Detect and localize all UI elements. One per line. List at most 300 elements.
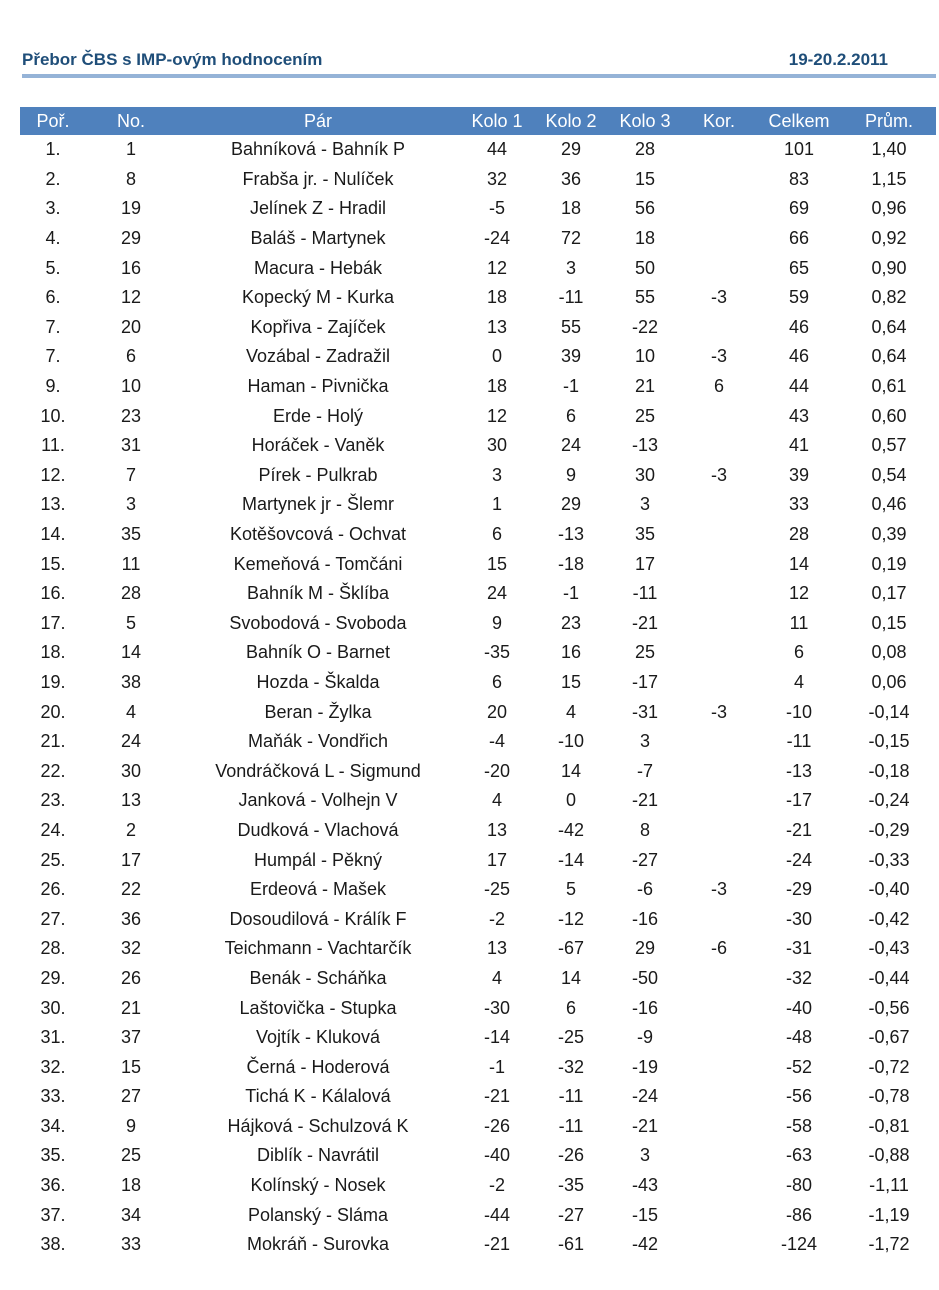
cell-average: 0,64 [871, 346, 907, 367]
cell-round-3: 50 [634, 257, 656, 278]
cell-round-2: 36 [560, 168, 582, 189]
cell-total: 43 [788, 405, 810, 426]
cell-round-2: 14 [560, 967, 582, 988]
cell-round-2: -67 [557, 938, 584, 959]
table-row [20, 1112, 936, 1142]
cell-round-3: 25 [634, 642, 656, 663]
cell-average: -1,19 [868, 1204, 910, 1225]
cell-average: -0,67 [868, 1027, 910, 1048]
cell-average: 1,15 [871, 168, 907, 189]
cell-round-2: -61 [557, 1234, 584, 1255]
cell-total: -21 [785, 819, 812, 840]
cell-average: 0,46 [871, 494, 907, 515]
cell-average: 0,96 [871, 198, 907, 219]
cell-number: 26 [120, 967, 142, 988]
cell-average: -0,72 [868, 1056, 910, 1077]
cell-rank: 7. [45, 346, 61, 367]
header-underline [22, 74, 936, 78]
column-header-round-2: Kolo 2 [534, 107, 608, 135]
cell-round-3: -21 [631, 612, 658, 633]
cell-pair: Kolínský - Nosek [250, 1175, 386, 1196]
cell-number: 8 [125, 168, 136, 189]
cell-round-2: 3 [565, 257, 576, 278]
cell-round-3: 56 [634, 198, 656, 219]
cell-number: 38 [120, 671, 142, 692]
cell-round-3: -21 [631, 1115, 658, 1136]
table-row [20, 253, 936, 283]
cell-round-1: 24 [486, 583, 508, 604]
cell-round-2: 15 [560, 671, 582, 692]
cell-round-1: 12 [486, 257, 508, 278]
cell-average: 0,60 [871, 405, 907, 426]
cell-round-2: -1 [562, 376, 579, 397]
cell-number: 14 [120, 642, 142, 663]
cell-average: 0,61 [871, 376, 907, 397]
cell-round-2: 4 [565, 701, 576, 722]
cell-number: 22 [120, 879, 142, 900]
cell-total: 46 [788, 346, 810, 367]
table-row [20, 816, 936, 846]
cell-average: -0,56 [868, 997, 910, 1018]
cell-round-2: -1 [562, 583, 579, 604]
results-table [20, 107, 936, 1260]
cell-average: 1,40 [871, 139, 907, 160]
table-row [20, 668, 936, 698]
cell-correction: -3 [710, 701, 727, 722]
cell-pair: Humpál - Pěkný [253, 849, 383, 870]
cell-rank: 32. [40, 1056, 66, 1077]
cell-correction [682, 1052, 756, 1082]
cell-pair: Janková - Volhejn V [238, 790, 398, 811]
cell-correction [682, 490, 756, 520]
cell-round-2: 29 [560, 139, 582, 160]
table-header-row [20, 107, 936, 135]
cell-correction [682, 964, 756, 994]
cell-round-2: -18 [557, 553, 584, 574]
table-row [20, 1200, 936, 1230]
cell-round-1: 18 [486, 287, 508, 308]
table-row [20, 431, 936, 461]
cell-round-3: -50 [631, 967, 658, 988]
cell-pair: Diblík - Navrátil [256, 1145, 380, 1166]
cell-round-2: -32 [557, 1056, 584, 1077]
cell-round-1: 20 [486, 701, 508, 722]
cell-number: 17 [120, 849, 142, 870]
cell-round-1: 15 [486, 553, 508, 574]
cell-correction [682, 727, 756, 757]
cell-total: -80 [785, 1175, 812, 1196]
cell-total: -63 [785, 1145, 812, 1166]
cell-pair: Erdeová - Mašek [249, 879, 387, 900]
cell-round-3: -16 [631, 908, 658, 929]
cell-rank: 15. [40, 553, 66, 574]
cell-correction [682, 1141, 756, 1171]
table-row [20, 283, 936, 313]
cell-round-3: -21 [631, 790, 658, 811]
cell-round-3: 10 [634, 346, 656, 367]
cell-pair: Vozábal - Zadražil [245, 346, 391, 367]
cell-round-3: -6 [636, 879, 653, 900]
cell-round-3: -19 [631, 1056, 658, 1077]
cell-round-3: 29 [634, 938, 656, 959]
cell-total: -86 [785, 1204, 812, 1225]
cell-number: 24 [120, 731, 142, 752]
cell-total: -48 [785, 1027, 812, 1048]
cell-pair: Kopecký M - Kurka [241, 287, 395, 308]
cell-correction [682, 609, 756, 639]
table-row [20, 1082, 936, 1112]
cell-correction [682, 993, 756, 1023]
table-row [20, 756, 936, 786]
cell-pair: Svobodová - Svoboda [229, 612, 407, 633]
cell-rank: 4. [45, 228, 61, 249]
cell-round-2: -27 [557, 1204, 584, 1225]
cell-average: 0,08 [871, 642, 907, 663]
cell-round-3: -9 [636, 1027, 653, 1048]
cell-rank: 38. [40, 1234, 66, 1255]
cell-number: 3 [125, 494, 136, 515]
cell-correction [682, 1200, 756, 1230]
table-row [20, 342, 936, 372]
cell-average: -1,11 [869, 1175, 909, 1196]
cell-correction [682, 816, 756, 846]
cell-round-1: -30 [483, 997, 510, 1018]
cell-average: 0,15 [871, 612, 907, 633]
cell-rank: 13. [40, 494, 66, 515]
cell-rank: 3. [45, 198, 61, 219]
cell-pair: Kemeňová - Tomčáni [233, 553, 403, 574]
cell-number: 15 [120, 1056, 142, 1077]
cell-correction [682, 1023, 756, 1053]
table-row [20, 638, 936, 668]
cell-average: 0,82 [871, 287, 907, 308]
cell-round-1: 13 [486, 938, 508, 959]
cell-total: -11 [786, 731, 812, 752]
cell-correction [682, 904, 756, 934]
cell-correction [682, 165, 756, 195]
cell-round-1: 3 [491, 464, 502, 485]
cell-number: 18 [120, 1175, 142, 1196]
cell-round-1: -14 [483, 1027, 510, 1048]
cell-round-2: 24 [560, 435, 582, 456]
cell-correction [682, 1230, 756, 1260]
cell-round-3: -42 [631, 1234, 658, 1255]
table-row [20, 165, 936, 195]
cell-pair: Vondráčková L - Sigmund [215, 760, 421, 781]
cell-round-2: 18 [560, 198, 582, 219]
cell-rank: 27. [40, 908, 66, 929]
cell-round-3: 25 [634, 405, 656, 426]
cell-pair: Hájková - Schulzová K [227, 1115, 409, 1136]
cell-round-2: 72 [560, 228, 582, 249]
cell-total: 44 [788, 376, 810, 397]
cell-number: 10 [120, 376, 142, 397]
cell-total: -31 [785, 938, 812, 959]
cell-correction [682, 1082, 756, 1112]
cell-round-1: 30 [486, 435, 508, 456]
cell-total: 59 [788, 287, 810, 308]
cell-rank: 5. [45, 257, 61, 278]
cell-rank: 34. [40, 1115, 66, 1136]
cell-pair: Maňák - Vondřich [247, 731, 389, 752]
cell-round-1: -5 [488, 198, 505, 219]
cell-average: -0,44 [868, 967, 910, 988]
cell-number: 20 [120, 316, 142, 337]
cell-rank: 18. [40, 642, 66, 663]
column-header-round-3: Kolo 3 [608, 107, 682, 135]
cell-round-2: 5 [565, 879, 576, 900]
cell-pair: Haman - Pivnička [247, 376, 389, 397]
cell-round-2: -26 [557, 1145, 584, 1166]
cell-round-2: 0 [565, 790, 576, 811]
cell-rank: 31. [40, 1027, 66, 1048]
cell-round-3: -15 [631, 1204, 658, 1225]
cell-total: -124 [780, 1234, 818, 1255]
cell-round-2: -11 [558, 287, 584, 308]
table-row [20, 224, 936, 254]
cell-rank: 20. [40, 701, 66, 722]
cell-correction: -3 [710, 346, 727, 367]
cell-pair: Polanský - Sláma [247, 1204, 389, 1225]
cell-average: -0,18 [868, 760, 910, 781]
cell-pair: Beran - Žylka [264, 701, 372, 722]
cell-total: -32 [785, 967, 812, 988]
cell-round-1: 6 [491, 671, 502, 692]
cell-rank: 33. [40, 1086, 66, 1107]
cell-round-2: -12 [557, 908, 584, 929]
cell-number: 37 [120, 1027, 142, 1048]
cell-pair: Kotěšovcová - Ochvat [229, 524, 407, 545]
cell-total: -40 [785, 997, 812, 1018]
cell-average: 0,57 [871, 435, 907, 456]
cell-number: 19 [120, 198, 142, 219]
cell-correction [682, 638, 756, 668]
cell-round-3: -22 [631, 316, 658, 337]
cell-rank: 29. [40, 967, 66, 988]
cell-round-1: -21 [483, 1234, 510, 1255]
table-row [20, 135, 936, 165]
cell-pair: Bahníková - Bahník P [230, 139, 406, 160]
cell-round-3: 3 [639, 731, 650, 752]
cell-number: 28 [120, 583, 142, 604]
cell-pair: Mokráň - Surovka [246, 1234, 390, 1255]
cell-rank: 25. [40, 849, 66, 870]
table-row [20, 727, 936, 757]
cell-average: -0,29 [868, 819, 910, 840]
table-row [20, 1230, 936, 1260]
column-header-correction: Kor. [682, 107, 756, 135]
cell-pair: Dudková - Vlachová [237, 819, 399, 840]
cell-correction [682, 1171, 756, 1201]
cell-round-2: -11 [558, 1115, 584, 1136]
cell-average: -0,78 [868, 1086, 910, 1107]
cell-pair: Kopřiva - Zajíček [250, 316, 386, 337]
cell-number: 29 [120, 228, 142, 249]
cell-rank: 35. [40, 1145, 66, 1166]
cell-pair: Bahník O - Barnet [245, 642, 391, 663]
cell-round-2: -25 [557, 1027, 584, 1048]
cell-round-2: 16 [560, 642, 582, 663]
cell-round-1: -2 [488, 908, 505, 929]
cell-correction [682, 224, 756, 254]
table-row [20, 904, 936, 934]
cell-correction [682, 253, 756, 283]
cell-rank: 9. [45, 376, 61, 397]
table-row [20, 1141, 936, 1171]
cell-round-1: 0 [491, 346, 502, 367]
cell-rank: 23. [40, 790, 66, 811]
cell-rank: 24. [40, 819, 66, 840]
cell-pair: Černá - Hoderová [246, 1056, 390, 1077]
cell-rank: 1. [45, 139, 61, 160]
cell-total: 39 [788, 464, 810, 485]
cell-number: 16 [120, 257, 142, 278]
cell-round-1: 4 [491, 790, 502, 811]
cell-round-1: -2 [488, 1175, 505, 1196]
cell-round-3: -43 [631, 1175, 658, 1196]
cell-round-1: -44 [483, 1204, 510, 1225]
cell-round-2: 6 [565, 405, 576, 426]
cell-rank: 37. [40, 1204, 66, 1225]
table-row [20, 697, 936, 727]
cell-round-1: -40 [483, 1145, 510, 1166]
cell-round-1: 12 [486, 405, 508, 426]
cell-number: 5 [125, 612, 136, 633]
cell-pair: Dosoudilová - Králík F [229, 908, 407, 929]
document-date: 19-20.2.2011 [788, 50, 888, 69]
cell-round-1: -25 [483, 879, 510, 900]
cell-round-3: -16 [631, 997, 658, 1018]
cell-total: 83 [788, 168, 810, 189]
cell-average: -1,72 [868, 1234, 910, 1255]
cell-number: 12 [120, 287, 142, 308]
cell-round-3: -31 [631, 701, 658, 722]
cell-correction [682, 756, 756, 786]
cell-round-3: 30 [634, 464, 656, 485]
cell-pair: Bahník M - Šklíba [246, 583, 390, 604]
cell-average: 0,06 [871, 671, 907, 692]
cell-number: 25 [120, 1145, 142, 1166]
cell-rank: 16. [40, 583, 66, 604]
cell-average: 0,17 [871, 583, 907, 604]
cell-rank: 28. [40, 938, 66, 959]
table-row [20, 964, 936, 994]
cell-total: -56 [785, 1086, 812, 1107]
cell-correction: 6 [713, 376, 724, 397]
cell-number: 4 [125, 701, 136, 722]
cell-round-2: -14 [557, 849, 584, 870]
cell-round-3: -27 [631, 849, 658, 870]
cell-rank: 30. [40, 997, 66, 1018]
cell-round-1: 1 [491, 494, 502, 515]
cell-average: -0,43 [868, 938, 910, 959]
cell-correction [682, 520, 756, 550]
cell-average: -0,14 [868, 701, 910, 722]
table-body [20, 135, 936, 1260]
cell-pair: Benák - Scháňka [249, 967, 387, 988]
cell-round-3: 28 [634, 139, 656, 160]
cell-total: -13 [785, 760, 812, 781]
table-row [20, 579, 936, 609]
cell-pair: Erde - Holý [272, 405, 364, 426]
column-header-rank: Poř. [20, 107, 86, 135]
cell-pair: Laštovička - Stupka [239, 997, 397, 1018]
cell-total: 28 [788, 524, 810, 545]
cell-rank: 2. [45, 168, 61, 189]
cell-total: -58 [785, 1115, 812, 1136]
cell-total: 6 [793, 642, 804, 663]
cell-correction [682, 313, 756, 343]
cell-pair: Frabša jr. - Nulíček [242, 168, 394, 189]
table-row [20, 609, 936, 639]
cell-rank: 26. [40, 879, 66, 900]
cell-round-3: -7 [636, 760, 653, 781]
cell-round-2: 9 [565, 464, 576, 485]
cell-round-1: 9 [491, 612, 502, 633]
cell-round-1: -24 [483, 228, 510, 249]
cell-average: 0,90 [871, 257, 907, 278]
cell-average: -0,33 [868, 849, 910, 870]
cell-number: 23 [120, 405, 142, 426]
cell-total: -52 [785, 1056, 812, 1077]
cell-round-2: -42 [557, 819, 584, 840]
cell-round-2: 29 [560, 494, 582, 515]
cell-round-3: 21 [634, 376, 656, 397]
cell-round-3: 3 [639, 494, 650, 515]
table-row [20, 993, 936, 1023]
cell-round-3: 17 [634, 553, 656, 574]
cell-round-3: -13 [631, 435, 658, 456]
cell-round-2: -35 [557, 1175, 584, 1196]
cell-number: 6 [125, 346, 136, 367]
cell-total: 65 [788, 257, 810, 278]
cell-number: 2 [125, 819, 136, 840]
table-row [20, 934, 936, 964]
cell-correction [682, 194, 756, 224]
table-row [20, 549, 936, 579]
cell-pair: Jelínek Z - Hradil [249, 198, 387, 219]
cell-round-2: 14 [560, 760, 582, 781]
cell-round-2: 55 [560, 316, 582, 337]
cell-correction [682, 786, 756, 816]
cell-pair: Macura - Hebák [253, 257, 383, 278]
cell-correction [682, 1112, 756, 1142]
column-header-total: Celkem [756, 107, 842, 135]
table-row [20, 490, 936, 520]
cell-rank: 19. [40, 671, 66, 692]
cell-round-3: 18 [634, 228, 656, 249]
cell-rank: 17. [40, 612, 66, 633]
cell-round-3: -17 [631, 671, 658, 692]
cell-pair: Vojtík - Kluková [255, 1027, 381, 1048]
cell-correction [682, 431, 756, 461]
cell-total: 4 [793, 671, 804, 692]
cell-number: 27 [120, 1086, 142, 1107]
cell-round-3: 15 [634, 168, 656, 189]
cell-round-1: -4 [488, 731, 505, 752]
cell-total: 101 [783, 139, 815, 160]
cell-round-2: -11 [558, 1086, 584, 1107]
cell-round-2: -10 [557, 731, 584, 752]
table-row [20, 1052, 936, 1082]
cell-total: -24 [785, 849, 812, 870]
column-header-round-1: Kolo 1 [460, 107, 534, 135]
cell-rank: 11. [41, 435, 65, 456]
cell-total: 66 [788, 228, 810, 249]
cell-correction: -3 [710, 879, 727, 900]
table-row [20, 845, 936, 875]
cell-correction [682, 549, 756, 579]
